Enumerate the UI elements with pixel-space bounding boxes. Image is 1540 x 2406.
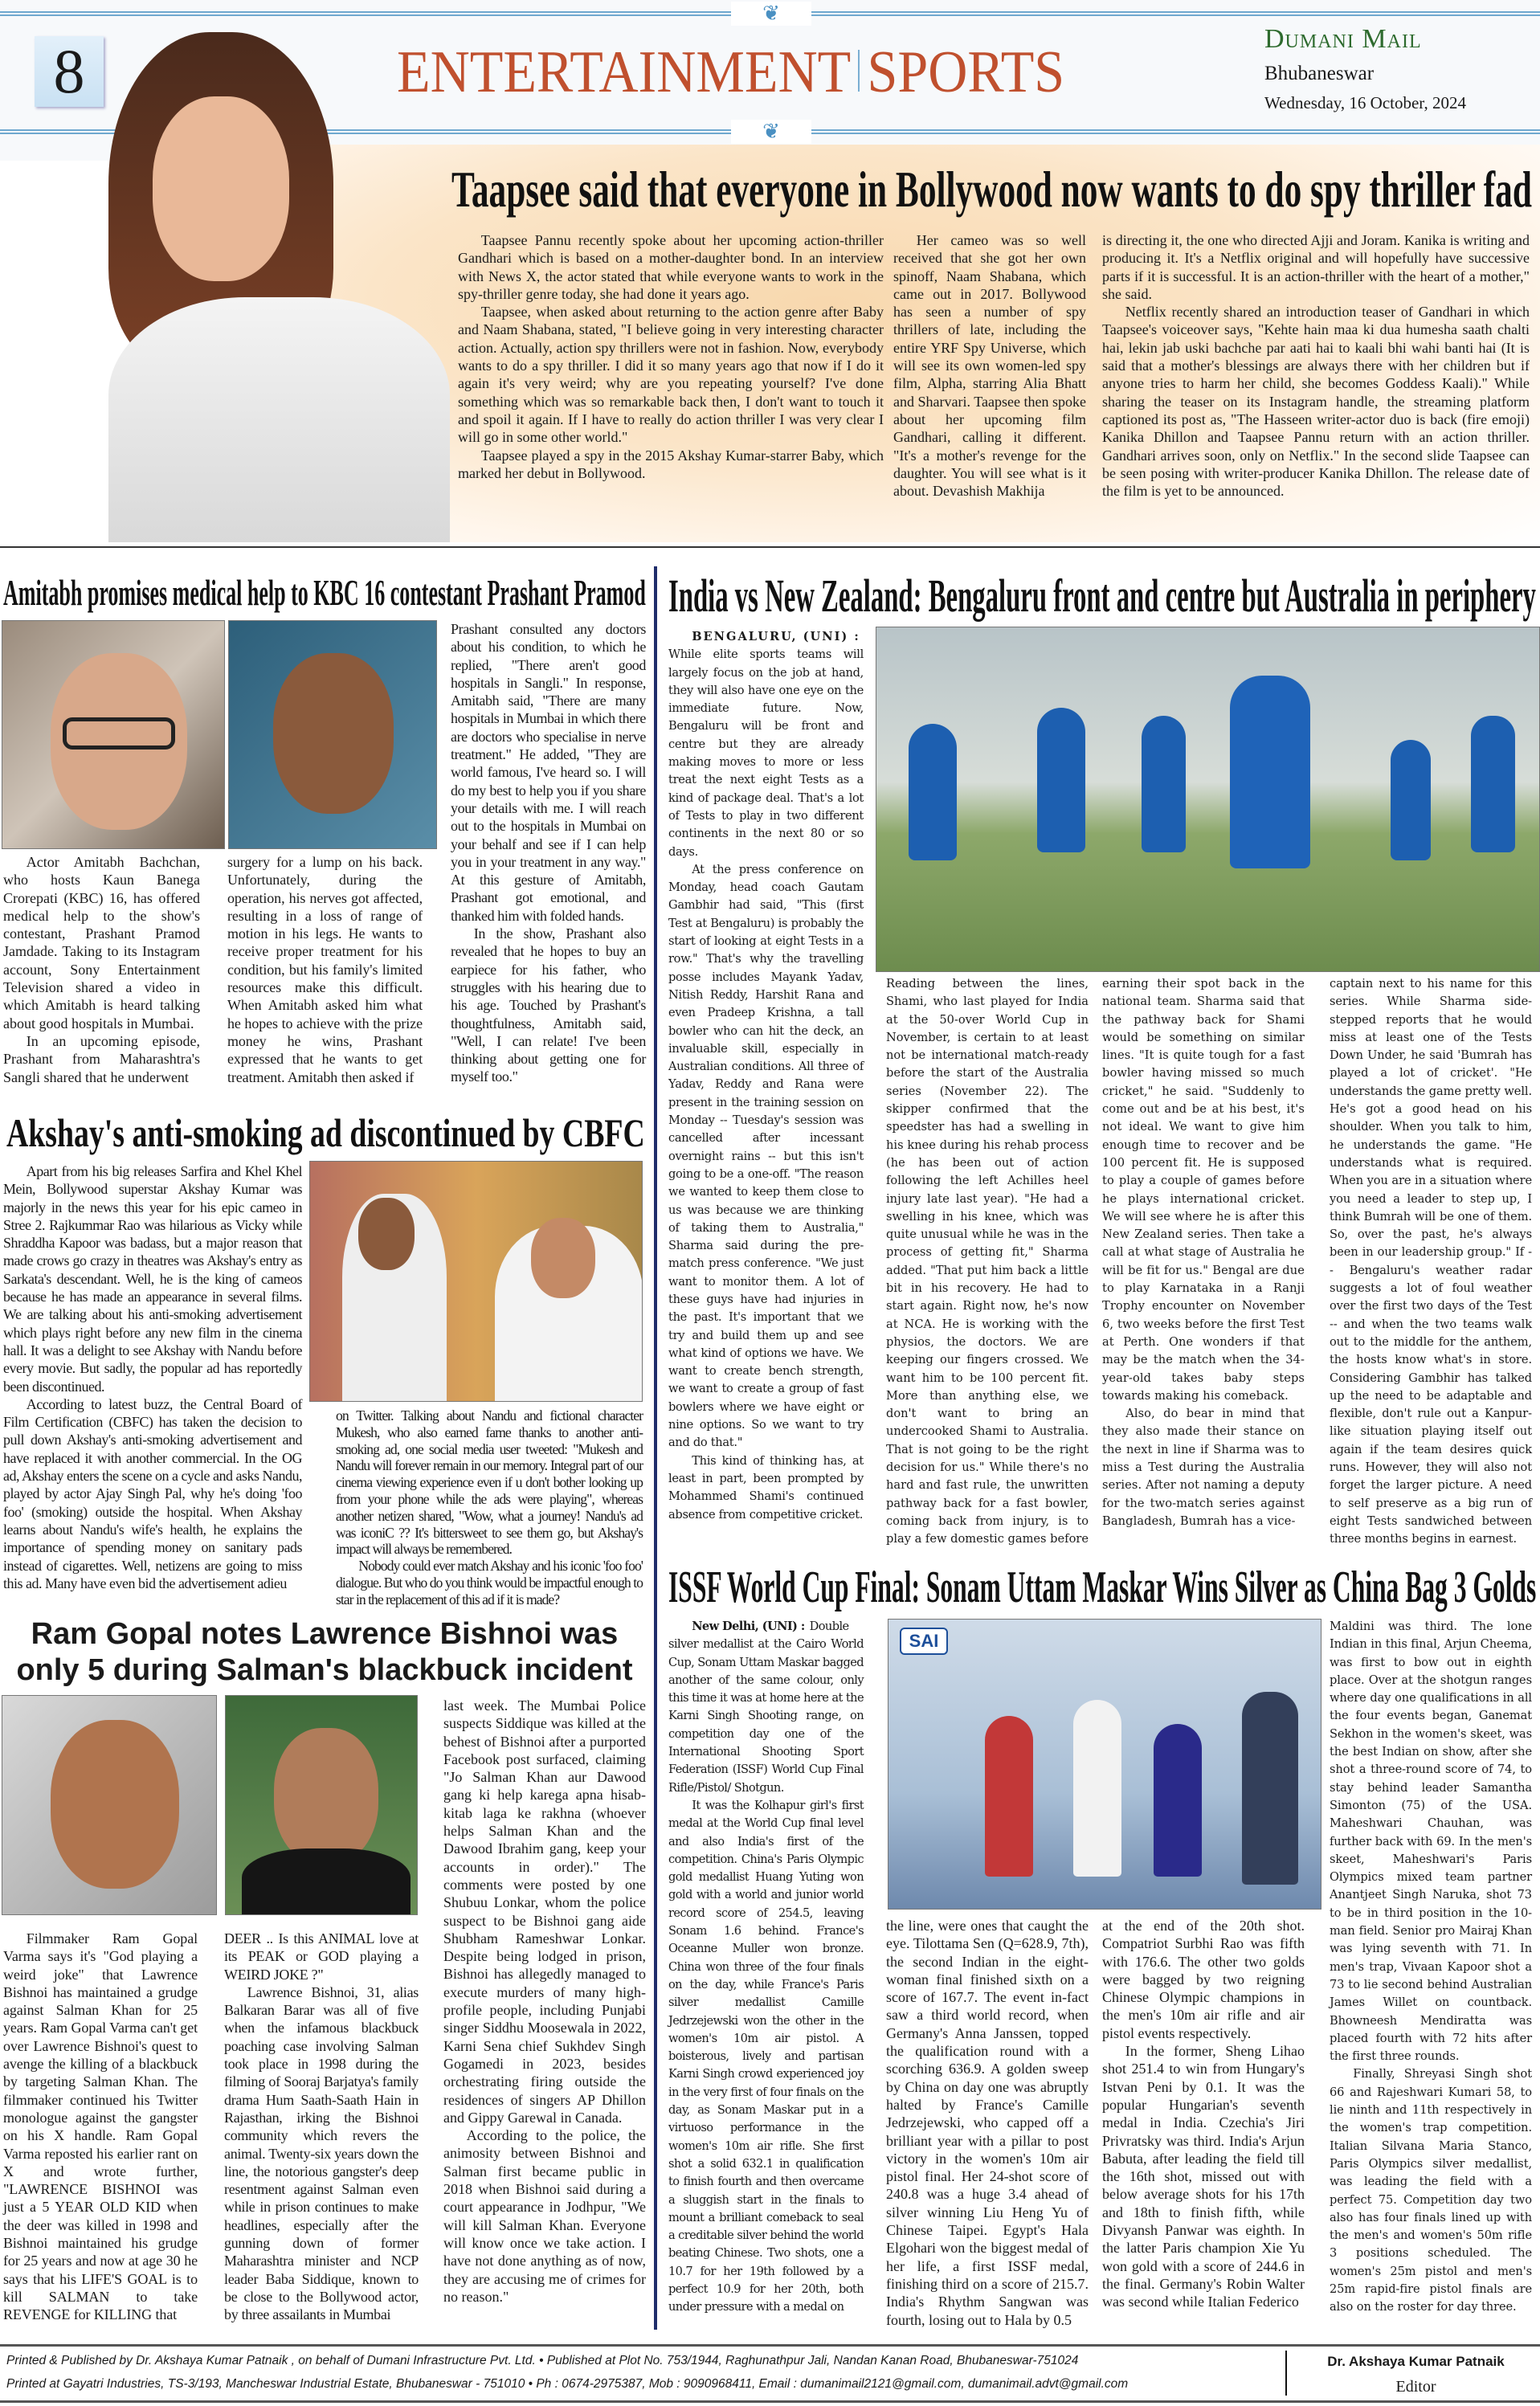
cricket-dateline: BENGALURU, (UNI) : [692, 630, 860, 643]
taapsee-col2 [893, 231, 1086, 500]
paragraph: At the press conference on Monday, head coach Gautam Gambhir had said, "This (first Test at Bengaluru) is probably the start of looking at eight Tests in a row." That's why the travelling posse includes Mayank Yadav, Nitish Reddy, Harshit Rana and even Pradeep Krishna, a tall bowler who can hit the deck, an invaluable skill, especially in Australian conditions. All three of Yadav, Reddy and Rana were present in the training session on Monday -- Tuesday's session was cancelled after incessant overnight rains -- but this isn't going to be a one-off. "The reason we wanted to keep them close to us was because we are thinking of taking them to Australia," Sharma said during the pre-match press conference. "We just want to monitor them. A lot of these guys have had injuries in the past. It's important that we try and build them up and see what kind of options we have. We want to create bench strength, we want to create a group of fast bowlers where we have eight or nine options. So we want to try and do that." [668, 862, 864, 1450]
akshay-col2 [336, 1407, 643, 1608]
rgv-col3 [443, 1697, 646, 2306]
paragraph: It was the Kolhapur girl's first medal at the World Cup final level and also India's first of the competition. China's Paris Olympic gold medallist Huang Yuting won gold with a world and junior world record score of 254.5, leaving Sonam 1.6 behind. France's Oceanne Muller won bronze. China won three of the four finals on the day, while France's Paris silver medallist Camille Jedrzejewski won the other in the women's 10m air pistol. A boisterous, lively and partisan Karni Singh crowd experienced joy in the very first of four finals on the day, as Sonam Maskar put in a virtuoso performance in the women's 10m air rifle. She first shot a solid 632.1 in qualification to finish fourth and then overcame a sluggish start in the finals to mount a brilliant comeback to seal a creditable silver behind the world beating Chinese. Two shots, one a 10.7 for her 19th followed by a perfect 10.9 for her 20th, both under pressure with a medal on [668, 1798, 864, 2314]
paragraph: This kind of thinking has, at least in part, been prompted by Mohammed Shami's continued absence from competitive cricket. [668, 1453, 864, 1522]
amitabh-photo [2, 620, 225, 849]
paragraph: Finally, Shreyasi Singh shot 66 and Rajeshwari Kumari 58, to lie ninth and 11th respectively in the women's trap competition. Italian Silvana Maria Stanco, Paris Olympics silver medallist, was leading the field with a perfect 75. Competition day two also has four finals lined up with the men's and women's 50m rifle 3 positions scheduled. The women's 25m pistol and men's 25m rapid-fire pistol finals are also on the roster for day three. [1330, 2067, 1532, 2314]
paragraph: Maldini was third. The lone Indian in this final, Arjun Cheema, was first to bow out in eighth place. Over at the shotgun ranges where day one qualifications in all the four events began, Ganemat Sekhon in the women's skeet, was the best Indian on show, after she shot a three-round score of 74, to stay behind leader Samantha Simonton (75) of the USA. Maheshwari Chauhan, was further back with 69. In the men's skeet, Maheshwari's Paris Olympics mixed team partner Anantjeet Singh Naruka, shot 73 to be in third position in the 10-man field. Senior pro Mairaj Khan was lying seventh with 71. In men's trap, Vivaan Kapoor shot a 73 to lie second behind Australian James Willet on countback. Bhowneesh Mendiratta was placed fourth with 72 hits after the first three rounds. [1330, 1620, 1532, 2064]
page-number: 8 [53, 36, 85, 106]
paragraph: While elite sports teams will largely focus on the job at hand, they will also have one eye on the immediate future. Now, Bengaluru will be front and centre but they are already making moves to more or less treat the next eight Tests as a kind of package deal. That's a lot of Tests to play in two different continents in the next 80 or so days. [668, 647, 864, 859]
column-divider [654, 566, 657, 2330]
issf-col2 [886, 1917, 1089, 2329]
ornament-icon: ❦ [731, 2, 811, 26]
amitabh-col3 [451, 620, 646, 1086]
paragraph: Prashant consulted any doctors about his condition, to which he replied, "There aren't good hospitals in Sangli." In response, Amitabh said, "There are many hospitals in Mumbai in which there are doctors who specialise in nerve treatment." He added, "They are world famous, I've heard so. I will do my best to help you if you share your details with me. I will reach out to the hospitals in Mumbai on your behalf and see if I can help you in your treatment in any way." At this gesture of Amitabh, Prashant got emotional, and thanked him with folded hands. [451, 621, 646, 924]
paragraph: captain next to his name for this series. While Sharma side-stepped reports that he would miss at least one of the Tests Down Under, he said 'Bumrah has played a lot of cricket'. "He understands the game pretty well. He's got a good head on his shoulder. When you talk to him, he understands the game. "He understands what is required. When you are in a situation where you need a leader to step up, I think Bumrah will be one of them. So, over the past, he's always been in our leadership group." If -- Bengaluru's weather radar suggests a lot of foul weather over the first two days of the Test -- and when the two teams walk out to the middle for the anthem, the hosts know what's in store. Considering Gambhir has talked up the need to be adaptable and flexible, don't rule out a Kanpur-like situation playing itself out again if the team desires quick runs. However, they will also not forget the larger picture. A need to self preserve as a big run of eight Tests sandwiched between three months begins in earnest. [1330, 977, 1532, 1546]
section-title [397, 39, 1099, 105]
footer-imprint-2: Printed at Gayatri Industries, TS-3/193, Mancheswar Industrial Estate, Bhubaneswar - 751010 • Ph : 0674-2975387, Mob : 9090968411, Email : dumanimail2121@gmail.com, dumanimail.advt@gmail.com [6, 2377, 1129, 2391]
paragraph: In an upcoming episode, Prashant from Maharashtra's Sangli shared that he underwent [3, 1032, 200, 1085]
cricket-col3 [1102, 975, 1305, 1530]
paragraph: According to the police, the animosity between Bishnoi and Salman first became public in 2018 when Bishnoi said during a court appearance in Jodhpur, "We will kill Salman Khan. Everyone will know once we take action. I have not done anything as of now, they are accusing me of crimes for no reason." [443, 2127, 646, 2305]
taapsee-photo [108, 24, 450, 542]
issf-col1 [668, 1618, 864, 2317]
akshay-col1 [3, 1162, 302, 1592]
taapsee-col3 [1102, 231, 1530, 500]
paragraph: earning their spot back in the national team. Sharma said that the pathway back for Shami would be something on similar lines. "It is quite tough for a fast bowler having missed so much cricket," he said. "Suddenly to come out and be at his best, it's not ideal. We want to give him enough time to recover and be 100 percent fit. He is supposed to play a couple of games before he plays international cricket. We will see where he is after this New Zealand series. Then take a call at what stage of Australia he will be fit for us." Bengal are due to play Karnataka in a Ranji Trophy encounter on November 6, two weeks before the first Test at Perth. One wonders if that may be the match when the 34-year-old takes baby steps towards making his comeback. [1102, 977, 1305, 1403]
cricket-col4 [1330, 975, 1532, 1549]
amitabh-col1 [3, 853, 200, 1086]
salman-khan-photo [225, 1695, 418, 1915]
akshay-photo [309, 1161, 643, 1402]
taapsee-col1 [458, 231, 884, 482]
akshay-headline: Akshay's anti-smoking ad discontinued by CBFC [6, 1110, 645, 1155]
paragraph: the line, were ones that caught the eye. Tilottama Sen (Q=628.9, 7th), the second Indian in the eight-woman final finished sixth on a score of 167.7. The event in-fact saw a third world record, when Germany's Anna Janssen, topped the qualification round with a scorching 636.9. A golden sweep by China on day one was abruptly halted by France's Camille Jedrzejewski, who capped off a brilliant year with a pillar to post victory in the women's 10m air pistol final. Her 24-shot score of 240.8 was a huge 3.4 ahead of silver winning Liu Heng Yu of Chinese Taipei. Egypt's Hala Elgohari won the biggest medal of her life, a first ISSF medal, finishing third on a score of 215.7. India's Rhythm Sangwan was fourth, losing out to Hala by 0.5 [886, 1918, 1089, 2328]
paragraph: Taapsee Pannu recently spoke about her upcoming action-thriller Gandhari which is based on a mother-daughter bond. In an interview with News X, the actor stated that while everyone wants to work in the spy-thriller genre today, she had done it years ago. [458, 232, 884, 302]
issf-col3 [1102, 1917, 1305, 2311]
issf-podium-photo [888, 1619, 1321, 1910]
footer-divider [1285, 2351, 1287, 2396]
ram-gopal-varma-photo [2, 1695, 217, 1915]
rgv-col1 [3, 1930, 198, 2324]
paragraph: Also, do bear in mind that they also made their stance on the next in line if Sharma was to miss a Test during the Australia series. After not naming a deputy for the two-match series against Bangladesh, Bumrah has a vice- [1102, 1407, 1305, 1528]
section-entertainment: ENTERTAINMENT [397, 39, 852, 105]
issf-col1-body [668, 1618, 864, 2317]
issf-col4 [1330, 1618, 1532, 2317]
cricket-col1-body [668, 646, 864, 1524]
footer-bottom-rule [0, 2400, 1540, 2403]
taapsee-headline: Taapsee said that everyone in Bollywood now wants to do spy thriller fad [451, 161, 1532, 218]
paragraph: Taapsee played a spy in the 2015 Akshay Kumar-starrer Baby, which marked her debut in Bollywood. [458, 447, 884, 481]
paragraph: Actor Amitabh Bachchan, who hosts Kaun Banega Crorepati (KBC) 16, has offered medical help to the show's contestant, Prashant Pramod Jamdade. Taking to its Instagram account, Sony Entertainment Television shared a video in which Amitabh is heard talking about good hospitals in Mumbai. [3, 854, 200, 1031]
issf-headline: ISSF World Cup Final: Sonam Uttam Maskar Wins Silver as China Bag 3 Golds [668, 1562, 1537, 1612]
editor-name: Dr. Akshaya Kumar Patnaik [1327, 2354, 1505, 2369]
paragraph: Taapsee, when asked about returning to the action genre after Baby and Naam Shabana, stated, "I believe going in very interesting character action. Actually, action spy thrillers were not in fashion. Now, everybody wants to do a spy thriller. I did it so many years ago that now if I do it again it's very weird; why are you repeating yourself? I've done something which was so remarkable back then, I don't want to touch it and spoil it again. If I have to really do action thriller I was very clear I will go in some other world." [458, 304, 884, 446]
paragraph: According to latest buzz, the Central Board of Film Certification (CBFC) has taken the decision to pull down Akshay's anti-smoking advertisement and have replaced it with another commercial. In the OG ad, Akshay enters the scene on a cycle and asks Nandu, played by actor Ajay Singh Pal, why he's doing 'foo foo' (smoking) outside the hospital. When Akshay learns about Nandu's wife's health, he explains the importance of spending money on sanitary pads instead of cigarettes. Well, netizens are going to miss this ad. Many have even bid the advertisement adieu [3, 1395, 302, 1591]
cricket-col2 [886, 975, 1089, 1549]
paragraph: Netflix recently shared an introduction teaser of Gandhari in which Taapsee's voiceover says, "Kehte hain maa ki dua humesha saath chalti hai, lekin jab uski bachche par aati hai to kaali bhi wahi banti hai (It is said that a mother's blessings are always there with her children but if anyone tries to harm her child, she becomes Goddess Kaali)." While sharing the teaser on its Instagram handle, the streaming platform captioned its post as, "The Hasseen writer-actor duo is back (fire emoji) Kanika Dhillon and Taapsee Pannu return with an action thriller. Gandhari arrives soon, only on Netflix." In the second slide Taapsee can be seen posing with writer-producer Kanika Dhillon. The release date of the film is yet to be announced. [1102, 304, 1530, 500]
rgv-headline: Ram Gopal notes Lawrence Bishnoi was only 5 during Salman's blackbuck incident [16, 1617, 633, 1687]
paragraph: Her cameo was so well received that she got her own spinoff, Naam Shabana, which came out in 2017. Bollywood has seen a number of spy thrillers of late, including the entire YRF Spy Universe, which will see its own women-led spy film, Alpha, starring Alia Bhatt and Sharvari. Taapsee then spoke about her upcoming film Gandhari, calling it different. "It's a mother's revenge for the daughter. You will see what is it about. Devashish Makhija [893, 232, 1086, 500]
paragraph: on Twitter. Talking about Nandu and fictional character Mukesh, who also earned fame thanks to another anti-smoking ad, one social media user tweeted: "Mukesh and Nandu will forever remain in our memory. Integral part of our cinema viewing experience even if u don't bother looking up from your phone while the ads were playing", whereas another netizen shared, "Wow, what a journey! Nandu's ad was iconiC ?? It's bittersweet to see them go, but Akshay's impact will always be remembered. [336, 1407, 643, 1558]
paragraph: is directing it, the one who directed Ajji and Joram. Kanika is writing and producing it. It's a Netflix original and will hopefully have successive parts if it is successful. It is an action-thriller with the heart of a mother," she said. [1102, 232, 1530, 302]
paragraph: Lawrence Bishnoi, 31, alias Balkaran Barar was all of five when the infamous blackbuck poaching case involving Salman took place in 1998 during the filming of Sooraj Barjatya's family drama Hum Saath-Saath Hain in Rajasthan, irking the Bishnoi community which revers the animal. Twenty-six years down the line, the notorious gangster's deep resentment against Salman even while in prison continues to make headlines, especially after the gunning down of former Maharashtra minister and NCP leader Baba Siddique, known to be close to the Bollywood actor, by three assailants in Mumbai [224, 1983, 419, 2323]
paragraph: In the former, Sheng Lihao shot 251.4 to win from Hungary's Istvan Peni by 0.1. It was the popular Hungarian's seventh medal in India. Czechia's Jiri Privratsky was third. India's Arjun Babuta, after leading the field till the 16th shot, missed out with below average shots for his 17th and 18th to finish fifth, while Divyansh Panwar was eighth. In the latter Paris champion Xie Yu won gold with a score of 244.6 in the final. Germany's Robin Walter was second while Italian Federico [1102, 2043, 1305, 2310]
prashant-photo [228, 620, 437, 849]
paragraph: Nobody could ever match Akshay and his iconic 'foo foo' dialogue. But who do you think would be impactful enough to star in the replacement of this ad if it is made? [336, 1558, 643, 1607]
rgv-col2 [224, 1930, 419, 2324]
paragraph: at the end of the 20th shot. Compatriot Surbhi Rao was fifth with 176.6. The other two golds were bagged by two reigning Chinese Olympic champions in the men's 10m air rifle and air pistol events respectively. [1102, 1918, 1305, 2041]
issf-dateline: New Delhi, (UNI) : [692, 1620, 805, 1633]
paragraph: Filmmaker Ram Gopal Varma says it's "God playing a weird joke" that Lawrence Bishnoi has maintained a grudge against Salman Khan for 25 years. Ram Gopal Varma can't get over Lawrence Bishnoi's quest to avenge the killing of a blackbuck by targeting Salman Khan. The filmmaker continued his Twitter monologue against the gangster on his X handle. Ram Gopal Varma reposted his earlier rant on X and wrote further, "LAWRENCE BISHNOI was just a 5 YEAR OLD KID when the deer was killed in 1998 and Bishnoi maintained his grudge for 25 years and now at age 30 he says that his LIFE'S GOAL is to kill SALMAN to take REVENGE for KILLING that [3, 1930, 198, 2323]
date: Wednesday, 16 October, 2024 [1264, 93, 1466, 112]
ornament-icon: ❦ [731, 120, 811, 144]
paragraph: Double silver medallist at the Cairo World Cup, Sonam Uttam Maskar bagged another of the same colour, only this time it was at home here at the Karni Singh Shooting range, on competition day one of the International Shooting Sport Federation (ISSF) World Cup Final Rifle/Pistol/ Shotgun. [668, 1620, 864, 1795]
cricket-col1 [668, 628, 864, 1524]
footer-imprint-1: Printed & Published by Dr. Akshaya Kumar Patnaik , on behalf of Dumani Infrastructure Pvt. Ltd. • Published at Plot No. 753/1944, Raghunathpur Jali, Nandan Kanan Road, Bhubaneswar-751024 [6, 2354, 1079, 2367]
paragraph: Reading between the lines, Shami, who last played for India at the 50-over World Cup in November, is certain to at least not be international match-ready before the start of the Australia series (November 22). The skipper confirmed that the speedster has had a swelling in his knee during his rehab process (he has been out of action following the left Achilles heel injury late last year). "He had a swelling in his knee, which was quite unusual while he was in the process of getting fit," Sharma added. "That put him back a little bit in his recovery. He had to start again. Right now, he's now at NCA. He is working with the physios, the doctors. We are keeping our fingers crossed. We want him to be 100 percent fit. More than anything else, we don't want to bring an undercooked Shami to Australia. That is not going to be the right decision for us." While there's no hard and fast rule, the unwritten pathway back for a fast bowler, coming back from injury, is to play a few domestic games before [886, 977, 1089, 1546]
team-india-training-photo [876, 627, 1540, 972]
paragraph: last week. The Mumbai Police suspects Siddique was killed at the behest of Bishnoi after a purported Facebook post surfaced, claiming "Jo Salman Khan aur Dawood gang ki help karega apna hisab-kitab laga ke rakhna (whoever helps Salman Khan and the Dawood Ibrahim gang, keep your accounts in order)." The comments were posted by one Shubuu Lonkar, whom the police suspect to be Bishnoi gang aide Shubham Rameshwar Lonkar. Despite being lodged in prison, Bishnoi has allegedly managed to execute murders of many high-profile people, including Punjabi singer Siddhu Moosewala in 2022, Karni Sena chief Sukhdev Singh Gogamedi in 2023, besides orchestrating firing outside the residences of singers AP Dhillon and Gippy Garewal in Canada. [443, 1697, 646, 2126]
city: Bhubaneswar [1264, 63, 1375, 84]
amitabh-headline: Amitabh promises medical help to KBC 16 contestant Prashant Pramod [3, 572, 646, 613]
amitabh-col2 [227, 853, 423, 1086]
section-divider-line [0, 546, 1540, 548]
cricket-headline: India vs New Zealand: Bengaluru front and centre but Australia in periphery [668, 570, 1536, 622]
footer-rule [0, 2344, 1540, 2347]
sai-logo: SAI [900, 1628, 948, 1655]
paragraph: In the show, Prashant also revealed that he hopes to buy an earpiece for his father, who struggles with his hearing due to his age. Touched by Prashant's thoughtfulness, Amitabh said, "Well, I can relate! I've been thinking about getting one for myself too." [451, 925, 646, 1085]
paragraph: Apart from his big releases Sarfira and Khel Khel Mein, Bollywood superstar Akshay Kumar was majorly in the news this year for his epic cameo in Stree 2. Rajkummar Rao was hilarious as Vicky while Shraddha Kapoor was badass, but a major reason that made crows go crazy in theatres was Akshay's entry as Sarkata's descendant. Well, he is the king of cameos because he has made an appearance in several films. We are talking about his anti-smoking advertisement which plays right before any new film in the cinema hall. It was a delight to see Akshay with Nandu before every movie. But sadly, the popular ad has reportedly been discontinued. [3, 1163, 302, 1395]
section-divider [858, 50, 860, 92]
paper-name: Dumani Mail [1264, 24, 1422, 54]
editor-title: Editor [1395, 2378, 1436, 2396]
paragraph: DEER .. Is this ANIMAL love at its PEAK or GOD playing a WEIRD JOKE ?" [224, 1930, 419, 1983]
paragraph: surgery for a lump on his back. Unfortunately, during the operation, his nerves got affected, resulting in a loss of range of motion in his legs. He wants to receive proper treatment for his condition, but his family's limited resources make this difficult. When Amitabh asked him what he hopes to achieve with the prize money he wins, Prashant expressed that he wants to get treatment. Amitabh then asked if [227, 854, 423, 1085]
section-sports: SPORTS [867, 39, 1065, 105]
page-number-box [35, 36, 104, 107]
